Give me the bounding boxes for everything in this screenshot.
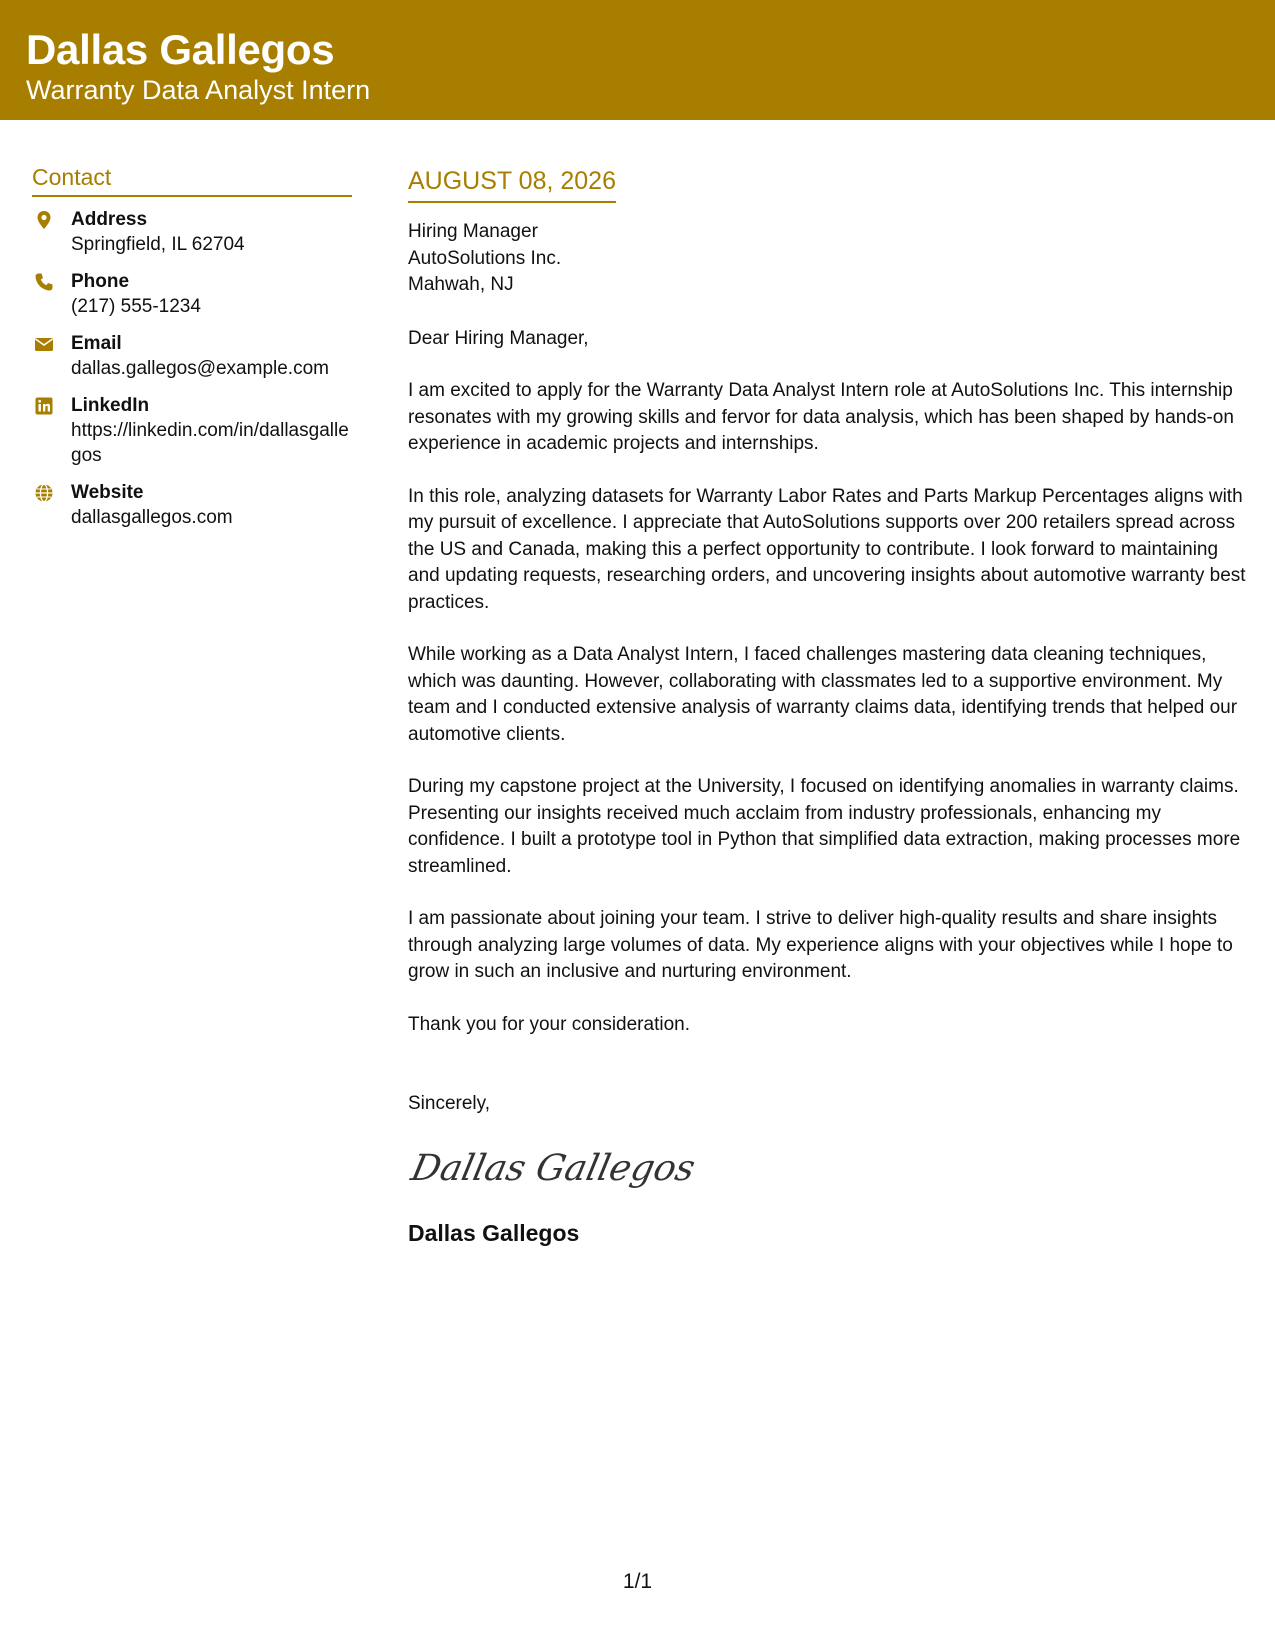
letter-paragraph: I am passionate about joining your team. I strive to deliver high-quality results and share insights through analyzing large volumes of data. My experience aligns with your objectives while I hope to grow in such an inclusive and nurturing environment. <box>408 908 1233 982</box>
letter-paragraph: Thank you for your consideration. <box>408 1013 690 1035</box>
contact-value: dallas.gallegos@example.com <box>71 358 329 379</box>
contact-item-website <box>32 480 352 530</box>
contact-item-linkedin <box>32 393 352 468</box>
contact-label: LinkedIn <box>71 395 150 416</box>
contact-value: dallasgallegos.com <box>71 507 233 528</box>
contact-item-address <box>32 207 352 257</box>
recipient-title: Hiring Manager <box>408 221 538 242</box>
recipient-company: AutoSolutions Inc. <box>408 247 562 269</box>
letter-paragraph: I am excited to apply for the Warranty Data Analyst Intern role at AutoSolutions Inc. This internship resonates with my growing skills and fervor for data analysis, which has been shaped by hands-on experience in academic projects and internships. <box>408 380 1234 454</box>
closing: Sincerely, <box>408 1093 491 1114</box>
contact-heading: Contact <box>32 162 352 197</box>
contact-item-email <box>32 331 352 381</box>
letter-body <box>408 164 1253 1248</box>
letter-paragraph: While working as a Data Analyst Intern, I faced challenges mastering data cleaning techniques, which was daunting. However, collaborating with classmates led to a supportive environment. My team and I conducted extensive analysis of warranty claims data, identifying trends that helped our automotive clients. <box>408 644 1238 745</box>
applicant-role: Warranty Data Analyst Intern <box>26 75 371 105</box>
contact-label: Website <box>71 482 144 503</box>
phone-icon <box>34 272 54 292</box>
contact-label: Address <box>71 209 148 230</box>
contact-sidebar <box>32 162 352 542</box>
letter-date: AUGUST 08, 2026 <box>408 164 616 203</box>
linkedin-icon <box>34 396 54 416</box>
envelope-icon <box>34 334 54 354</box>
letter-paragraph: In this role, analyzing datasets for Warranty Labor Rates and Parts Markup Percentages aligns with my pursuit of excellence. I appreciate that AutoSolutions supports over 200 retailers spread across the US and Canada, making this a perfect opportunity to contribute. I look forward to maintaining and updating requests, researching orders, and uncovering insights about automotive warranty best practices. <box>408 485 1246 613</box>
recipient-block <box>408 219 1253 299</box>
handwritten-signature <box>407 1140 700 1198</box>
contact-value: https://linkedin.com/in/dallasgallegos <box>71 420 349 466</box>
contact-list <box>32 207 352 530</box>
signature-lettering: Dallas Gallegos <box>407 1145 700 1189</box>
signer-name: Dallas Gallegos <box>408 1219 580 1246</box>
salutation: Dear Hiring Manager, <box>408 327 589 349</box>
applicant-name: Dallas Gallegos <box>26 26 335 73</box>
map-pin-icon <box>34 210 54 230</box>
letter-paragraph: During my capstone project at the University, I focused on identifying anomalies in warranty claims. Presenting our insights received much acclaim from industry professionals, enhancing my confidence. I built a prototype tool in Python that simplified data extraction, making processes more streamlined. <box>408 776 1241 877</box>
contact-value: Springfield, IL 62704 <box>71 234 245 255</box>
recipient-location: Mahwah, NJ <box>408 274 514 295</box>
page-number: 1/1 <box>622 1570 653 1593</box>
contact-label: Email <box>71 333 122 354</box>
contact-item-phone <box>32 269 352 319</box>
header-banner <box>0 0 1275 120</box>
contact-value: (217) 555-1234 <box>71 296 201 317</box>
globe-icon <box>34 483 54 503</box>
contact-label: Phone <box>71 271 130 292</box>
